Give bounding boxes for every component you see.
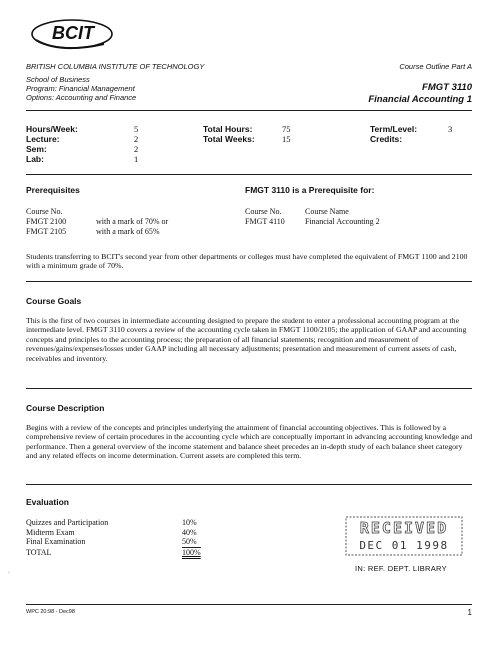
sem-value: 2: [134, 144, 139, 154]
received-stamp: [345, 516, 463, 556]
lecture-label: Lecture:: [26, 134, 60, 144]
divider: [26, 604, 472, 605]
stamp-caption: IN: REF. DEPT. LIBRARY: [355, 564, 447, 573]
table-row: [26, 547, 201, 557]
evaluation-weight: 100%: [182, 547, 201, 557]
stamp-line2: DEC 01 1998: [359, 539, 449, 552]
prereq-for-course: FMGT 4110: [245, 217, 285, 226]
term-label: Term/Level:: [370, 124, 418, 134]
prerequisites-heading: Prerequisites: [26, 185, 80, 195]
total-weeks-label: Total Weeks:: [203, 134, 255, 144]
term-value: 3: [448, 124, 453, 134]
goals-heading: Course Goals: [26, 296, 82, 306]
institute-name: BRITISH COLUMBIA INSTITUTE OF TECHNOLOGY: [26, 62, 205, 71]
total-hours-label: Total Hours:: [203, 124, 253, 134]
divider: [26, 174, 472, 175]
total-weeks-value: 15: [282, 134, 291, 144]
prereq-col-heading: Course No.: [26, 207, 63, 216]
goals-text: This is the first of two courses in intermediate accounting designed to prepare the student to enter a professional accounting program at the intermediate level. FMGT 3110 covers a review of the accounting cycle taken in FMGT 1100/2105; the application of GAAP and accounting concepts and principles to the accounting process; the preparation of all financial statements; recognition and measurement of revenues/gains/expenses/losses under GAAP including all necessary adjustments; presentation and measurement of current assets of cash, receivables and inventory.: [26, 316, 467, 363]
stamp-line1: RECEIVED: [359, 519, 449, 537]
divider: [26, 484, 472, 485]
description-text: Begins with a review of the concepts and principles underlying the attainment of financial accounting objectives. This is followed by a comprehensive review of certain procedures in the accounting cycle which are conceptually important in advancing accounting knowledge and performance. Then a general overview of the income statement and balance sheet precedes an in-depth study of each balance sheet category and any related effects on income determination. Current assets are completed this term.: [26, 423, 473, 461]
table-row: [26, 528, 201, 538]
sem-label: Sem:: [26, 144, 47, 154]
footer-left: WPC 20:98 - Dec98: [26, 609, 75, 615]
prereq-for-col-no: Course No.: [245, 207, 282, 216]
table-row: [26, 537, 201, 547]
hours-week-value: 5: [134, 124, 139, 134]
program-name: Program: Financial Management: [26, 84, 135, 93]
prereq-note: with a mark of 65%: [96, 227, 160, 236]
total-hours-value: 75: [282, 124, 291, 134]
school-name: School of Business: [26, 75, 90, 84]
options-text: Options: Accounting and Finance: [26, 93, 137, 102]
bcit-logo: [30, 14, 116, 54]
course-title: Financial Accounting 1: [368, 94, 472, 105]
transfer-note: Students transferring to BCIT's second year from other departments or colleges must have completed the equivalent of FMGT 1100 and 2100 with a minimum grade of 70%.: [26, 252, 468, 271]
description-heading: Course Description: [26, 403, 105, 413]
evaluation-item: TOTAL: [26, 547, 52, 557]
evaluation-heading: Evaluation: [26, 497, 69, 507]
evaluation-item: Midterm Exam: [26, 527, 75, 537]
divider: [26, 388, 472, 389]
lecture-value: 2: [134, 134, 139, 144]
divider: [26, 110, 472, 111]
page-number: 1: [467, 608, 472, 617]
evaluation-table: [26, 518, 201, 557]
doc-type: Course Outline Part A: [399, 62, 472, 71]
lab-value: 1: [134, 154, 139, 164]
lab-label: Lab:: [26, 154, 44, 164]
prereq-for-col-name: Course Name: [305, 207, 349, 216]
logo-text: BCIT: [52, 23, 94, 43]
evaluation-item: Final Examination: [26, 537, 86, 547]
credits-label: Credits:: [370, 134, 403, 144]
prereq-for-heading: FMGT 3110 is a Prerequisite for:: [245, 185, 375, 195]
divider: [26, 281, 472, 282]
evaluation-weight: 40%: [182, 527, 197, 537]
hours-week-label: Hours/Week:: [26, 124, 78, 134]
course-code: FMGT 3110: [422, 82, 472, 93]
evaluation-weight: 50%: [182, 537, 201, 547]
prereq-note: with a mark of 70% or: [96, 217, 169, 226]
prereq-course: FMGT 2100: [26, 217, 67, 226]
prereq-for-name: Financial Accounting 2: [305, 217, 380, 226]
evaluation-weight: 10%: [182, 518, 197, 527]
margin-mark: ·: [8, 570, 10, 576]
evaluation-item: Quizzes and Participation: [26, 518, 109, 527]
table-row: [26, 518, 201, 528]
prereq-course: FMGT 2105: [26, 227, 67, 236]
